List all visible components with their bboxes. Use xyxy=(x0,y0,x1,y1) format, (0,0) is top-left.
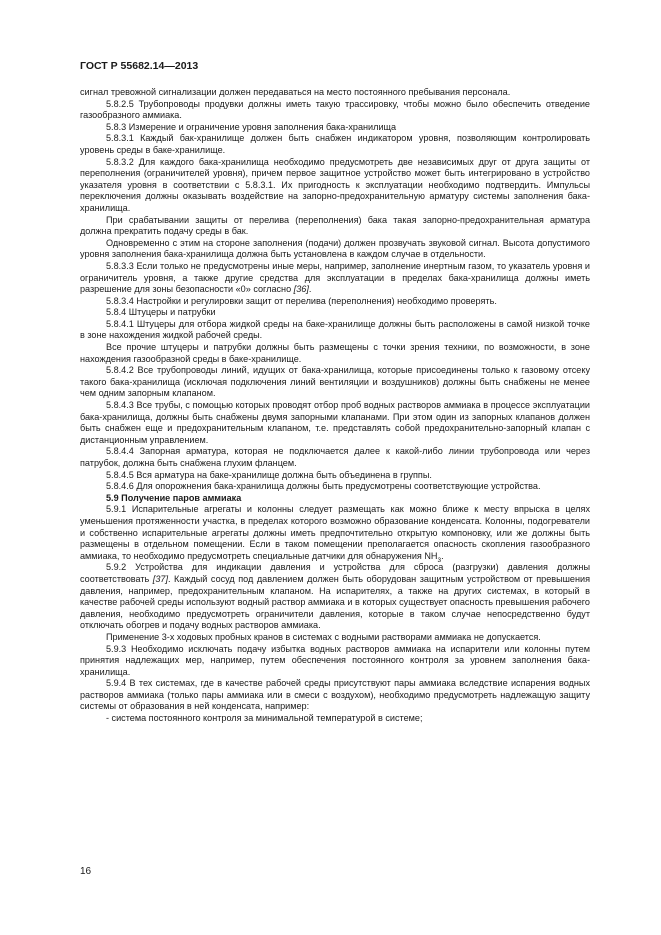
paragraph-text: 5.9 Получение паров аммиака xyxy=(106,492,242,503)
paragraph xyxy=(80,133,590,156)
paragraph xyxy=(80,157,590,215)
paragraph xyxy=(80,481,590,493)
paragraph-text: 5.8.4.1 Штуцеры для отбора жидкой среды на баке-хранилище должны быть расположены в самой низкой точке в зоне нахождения жидкой рабочей среды. xyxy=(80,318,590,341)
document-header: ГОСТ Р 55682.14—2013 xyxy=(80,60,199,72)
paragraph-text: 5.8.3.3 Если только не предусмотрены иные меры, например, заполнение инертным газом, то указатель уровня и ограничитель уровня, а также другие средства для эксплуатации в пределах бака-хранилища должны иметь разрешение для зоны безопасности «0» согласно xyxy=(80,260,590,295)
paragraph-text: 5.8.4.2 Все трубопроводы линий, идущих от бака-хранилища, которые присоединены только к газовому отсеку такого бака-хранилища (исключая подключения линий вентиляции и воздушников) должны быть снабжены не менее чем одним запорным клапаном. xyxy=(80,365,590,399)
paragraph xyxy=(80,678,590,713)
paragraph xyxy=(80,307,590,319)
paragraph xyxy=(80,238,590,261)
paragraph xyxy=(80,562,590,632)
paragraph-text-continued: . Каждый сосуд под давлением должен быть оборудован защитным устройством от превышения давления, например, предохранительным клапаном. На испарителях, а также на других системах, в который в качестве рабочей среды используют водный раствор аммиака и в которых существует опасность превышения рабочего давления, необходимо предусмотреть ограничители давления, которые в таком случае непосредственно будут отключать обогрев и подачу водных растворов аммиака. xyxy=(80,573,590,631)
paragraph xyxy=(80,99,590,122)
paragraph xyxy=(80,713,590,725)
paragraph-text: - система постоянного контроля за минимальной температурой в системе; xyxy=(106,713,423,724)
section-heading xyxy=(80,493,590,505)
paragraph-text-continued: . xyxy=(308,284,312,295)
paragraph-text: 5.8.3.2 Для каждого бака-хранилища необходимо предусмотреть две независимых друг от друга защиты от переполнения (ограничителей уровня), причем первое защитное устройство может быть интегрировано в устройство указателя уровня в соответствии с 5.8.3.1. Их пригодность к эксплуатации необходимо подтвердить. Импульсы переключения должны оказывать воздействие на запорно-предохранительную арматуру системы заполнения бака-хранилища. xyxy=(80,156,590,213)
paragraph xyxy=(80,122,590,134)
paragraph xyxy=(80,644,590,679)
paragraph xyxy=(80,446,590,469)
page-number: 16 xyxy=(80,866,92,877)
paragraph xyxy=(80,400,590,446)
paragraph-text: При срабатывании защиты от перелива (переполнения) бака такая запорно-предохранительная арматура должна прекратить подачу среды в бак. xyxy=(80,214,590,237)
document-body xyxy=(80,87,590,725)
paragraph-text: 5.9.4 В тех системах, где в качестве рабочей среды присутствуют пары аммиака вследствие испарения водных растворов аммиака (только пары аммиака или в смеси с воздухом), необходимо предусмотреть надлежащую защиту системы от образования в ней конденсата, например: xyxy=(80,678,590,712)
paragraph-text: 5.8.3.4 Настройки и регулировки защит от перелива (переполнения) необходимо проверять. xyxy=(106,295,497,306)
paragraph-text: 5.8.4.5 Вся арматура на баке-хранилище должна быть объединена в группы. xyxy=(106,469,432,480)
paragraph-text: 5.8.4.4 Запорная арматура, которая не подключается далее к какой-либо линии трубопровода или через патрубок, должна быть снабжена глухим фланцем. xyxy=(80,446,590,468)
subscript: 3 xyxy=(437,556,442,564)
reference-link: [36] xyxy=(293,284,309,295)
paragraph xyxy=(80,261,590,296)
paragraph xyxy=(80,319,590,342)
paragraph-text: 5.9.2 Устройства для индикации давления и устройства для сброса (разгрузки) давления должны соответствовать xyxy=(80,562,590,584)
paragraph xyxy=(80,215,590,238)
reference-link: [37] xyxy=(152,573,168,584)
paragraph-text: 5.8.4.3 Все трубы, с помощью которых проводят отбор проб водных растворов аммиака в процессе эксплуатации бака-хранилища, должны быть снабжены двумя запорными клапанами. При этом один из запорных клапанов должен быть снабжен еще и предохранительным клапаном, т.е. представлять собой предохранительно-запорный клапан с дистанционным управлением. xyxy=(80,400,590,445)
paragraph xyxy=(80,504,590,562)
paragraph xyxy=(80,632,590,644)
paragraph-text: сигнал тревожной сигнализации должен передаваться на место постоянного пребывания персонала. xyxy=(80,87,511,97)
paragraph-text-continued: . xyxy=(441,550,444,561)
paragraph-text: 5.9.3 Необходимо исключать подачу избытка водных растворов аммиака на испарители или колонны путем принятия надлежащих мер, например, путем обеспечения постоянного контроля за уровнем заполнения бака-хранилища. xyxy=(80,643,590,677)
paragraph xyxy=(80,342,590,365)
paragraph xyxy=(80,296,590,308)
paragraph xyxy=(80,87,590,99)
paragraph-text: Одновременно с этим на стороне заполнения (подачи) должен прозвучать звуковой сигнал. Высота допустимого уровня заполнения бака-хранилища должна быть установлена в каждом случае в отдельности. xyxy=(80,237,590,260)
paragraph-text: 5.8.2.5 Трубопроводы продувки должны иметь такую трассировку, чтобы можно было обеспечить отведение газообразного аммиака. xyxy=(80,98,590,121)
paragraph-text: 5.9.1 Испарительные агрегаты и колонны следует размещать как можно ближе к месту впрыска в целях уменьшения протяженности участка, в пределах которого возможно образование конденсата. Колонны, подогреватели и собственно испарительные агрегаты должны иметь предпочтительно открытую компоновку, или же должны быть размещены в отдельном помещении. Если в таком помещении преполагается опасность скопления газообразного аммиака, то необходимо предусмотреть специальные датчики для обнаружения NH xyxy=(80,504,590,561)
paragraph-text: 5.8.3.1 Каждый бак-хранилище должен быть снабжен индикатором уровня, позволяющим контролировать уровень среды в баке-хранилище. xyxy=(80,133,590,155)
paragraph-text: 5.8.3 Измерение и ограничение уровня заполнения бака-хранилища xyxy=(106,121,397,132)
paragraph-text: 5.8.4.6 Для опорожнения бака-хранилища должны быть предусмотрены соответствующие устройства. xyxy=(106,481,541,492)
paragraph-text: Все прочие штуцеры и патрубки должны быть размещены с точки зрения техники, по возможности, в зоне нахождения газообразной среды в баке-хранилище. xyxy=(80,342,590,364)
paragraph xyxy=(80,365,590,400)
paragraph-text: 5.8.4 Штуцеры и патрубки xyxy=(106,307,216,318)
paragraph-text: Применение 3-х ходовых пробных кранов в системах с водными растворами аммиака не допускается. xyxy=(106,631,541,642)
paragraph xyxy=(80,470,590,482)
